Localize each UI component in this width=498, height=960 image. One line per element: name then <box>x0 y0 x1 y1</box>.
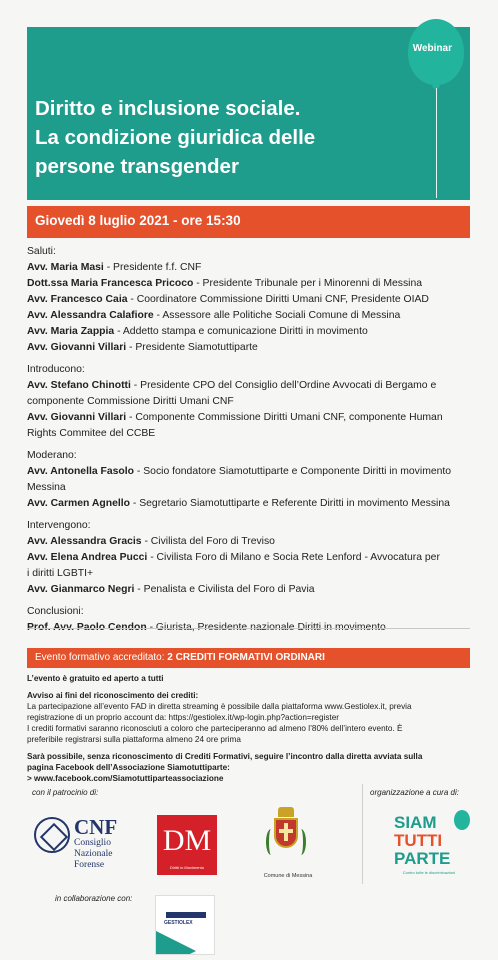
speaker-row <box>27 276 482 292</box>
section-heading: Saluti: <box>27 246 56 257</box>
speaker-name: Avv. Giovanni Villari <box>27 412 127 423</box>
section-conclusioni <box>27 604 482 636</box>
speaker-role: - Assessore alle Politiche Sociali Comune di Messina <box>153 310 401 321</box>
cnf-logo <box>34 815 134 875</box>
accreditation-value: 2 CREDITI FORMATIVI ORDINARI <box>167 652 325 663</box>
speaker-role: - Civilista del Foro di Treviso <box>141 536 275 547</box>
speaker-name: Avv. Maria Masi <box>27 262 104 273</box>
cnf-logo-text: CNF <box>74 815 118 839</box>
section-saluti <box>27 244 482 356</box>
speaker-name: Avv. Elena Andrea Pucci <box>27 552 148 563</box>
siam-line: PARTE <box>394 849 451 868</box>
speaker-role: - Presidente CPO del Consiglio dell’Ordine Avvocati di Bergamo e <box>130 380 437 391</box>
collaboration-label: in collaborazione con: <box>55 894 133 903</box>
notice-line: I crediti formativi saranno riconosciuti a coloro che parteciperanno ad almeno l’80% dell’intero evento. È <box>27 724 403 733</box>
facebook-line: pagina Facebook dell’Associazione Siamotuttiparte: <box>27 763 230 772</box>
siam-line: SIAM <box>394 813 437 832</box>
cnf-seal-icon <box>34 817 70 853</box>
accreditation-prefix: Evento formativo accreditato: <box>35 652 168 663</box>
speaker-row <box>27 260 482 276</box>
comune-messina-logo <box>256 807 316 885</box>
cnf-logo-subtext: Consiglio Nazionale Forense <box>74 838 113 870</box>
speaker-role: - Penalista e Civilista del Foro di Pavia <box>134 584 315 595</box>
speaker-role: - Socio fondatore Siamotuttiparte e Componente Diritti in movimento <box>134 466 452 477</box>
dm-mark: DM <box>162 824 212 857</box>
program <box>27 244 482 642</box>
section-intervengono <box>27 518 482 598</box>
facebook-line: Sarà possibile, senza riconoscimento di Crediti Formativi, seguire l’incontro dalla diretta avviata sulla <box>27 752 423 761</box>
diritti-in-movimento-logo <box>157 815 217 875</box>
speaker-name: Avv. Giovanni Villari <box>27 342 127 353</box>
speaker-row <box>27 378 482 394</box>
speaker-role: - Componente Commissione Diritti Umani CNF, componente Human <box>126 412 443 423</box>
divider <box>27 628 470 629</box>
title-line-2: La condizione giuridica delle <box>35 126 316 149</box>
speaker-role: - Presidente Tribunale per i Minorenni di Messina <box>193 278 423 289</box>
free-event-note: L’evento è gratuito ed aperto a tutti <box>27 674 164 683</box>
accreditation-bar <box>27 648 470 668</box>
page-title <box>35 94 435 181</box>
speaker-role: - Civilista Foro di Milano e Socia Rete Lenford - Avvocatura per <box>147 552 440 563</box>
organization-label: organizzazione a cura di: <box>370 788 459 797</box>
speaker-name: Avv. Gianmarco Negri <box>27 584 135 595</box>
speaker-row <box>27 308 482 324</box>
speaker-name: Avv. Alessandra Gracis <box>27 536 142 547</box>
section-introducono <box>27 362 482 442</box>
title-line-1: Diritto e inclusione sociale. <box>35 97 301 120</box>
speaker-role: - Presidente f.f. CNF <box>103 262 202 273</box>
section-heading: Conclusioni: <box>27 606 84 617</box>
speaker-row <box>27 324 482 340</box>
speaker-row <box>27 464 482 480</box>
speaker-row <box>27 496 482 512</box>
event-date-bar: Giovedì 8 luglio 2021 - ore 15:30 <box>27 206 470 238</box>
speaker-row <box>27 582 482 598</box>
speaker-name: Avv. Antonella Fasolo <box>27 466 134 477</box>
notes-block <box>27 673 472 784</box>
speaker-name: Avv. Francesco Caia <box>27 294 128 305</box>
cross-icon <box>279 829 293 833</box>
webinar-badge: Webinar <box>412 43 452 54</box>
speaker-row <box>27 292 482 308</box>
header-banner <box>27 27 470 200</box>
speaker-name: Avv. Carmen Agnello <box>27 498 130 509</box>
notice-title: Avviso ai fini del riconoscimento dei crediti: <box>27 691 199 700</box>
speaker-name: Avv. Alessandra Calafiore <box>27 310 154 321</box>
title-line-3: persone transgender <box>35 155 239 178</box>
siam-line: TUTTI <box>394 831 443 850</box>
speaker-role: - Segretario Siamotuttiparte e Referente Diritti in movimento Messina <box>129 498 450 509</box>
speaker-row <box>27 550 482 566</box>
triangle-shape <box>155 921 196 955</box>
patronage-label: con il patrocinio di: <box>32 788 99 797</box>
crown-icon <box>278 807 294 817</box>
footer-divider <box>362 784 363 884</box>
speaker-role-cont: componente Commissione Diritti Umani CNF <box>27 396 234 407</box>
speaker-row <box>27 410 482 426</box>
section-heading: Moderano: <box>27 450 77 461</box>
gestiolex-text: GESTIOLEX <box>164 920 193 926</box>
section-heading: Intervengono: <box>27 520 91 531</box>
dm-subtext: Diritti in Movimento <box>169 865 204 870</box>
notice-line: La partecipazione all’evento FAD in diretta streaming è possibile dalla piattaforma www.Gestiolex.it, previa <box>27 702 412 711</box>
notice-line: preferibile registrarsi sulla piattaforma almeno 24 ore prima <box>27 735 241 744</box>
balloon-string <box>436 88 437 198</box>
speaker-role-cont: Messina <box>27 482 66 493</box>
speaker-row <box>27 340 482 356</box>
siamotuttiparte-logo <box>384 810 474 880</box>
speaker-name: Dott.ssa Maria Francesca Pricoco <box>27 278 194 289</box>
speaker-row <box>27 534 482 550</box>
speaker-role-cont: i diritti LGBTI+ <box>27 568 94 579</box>
logo-bar <box>166 912 206 918</box>
speaker-role: - Addetto stampa e comunicazione Diritti in movimento <box>114 326 368 337</box>
section-moderano <box>27 448 482 512</box>
notice-line: registrazione di un proprio account da: https://gestiolex.it/wp-login.php?action=register <box>27 713 339 722</box>
speaker-role: - Presidente Siamotuttiparte <box>126 342 258 353</box>
speaker-name: Avv. Stefano Chinotti <box>27 380 131 391</box>
speaker-role-cont: Rights Commitee del CCBE <box>27 428 156 439</box>
section-heading: Introducono: <box>27 364 85 375</box>
speaker-name: Avv. Maria Zappia <box>27 326 115 337</box>
facebook-link[interactable]: > www.facebook.com/Siamotuttiparteassociazione <box>27 774 224 783</box>
siam-tagline: Contro tutte le discriminazioni <box>402 870 456 875</box>
messina-label: Comune di Messina <box>263 873 313 879</box>
balloon-icon <box>454 810 470 830</box>
speaker-role: - Coordinatore Commissione Diritti Umani CNF, Presidente OIAD <box>127 294 429 305</box>
gestiolex-logo <box>155 895 215 955</box>
